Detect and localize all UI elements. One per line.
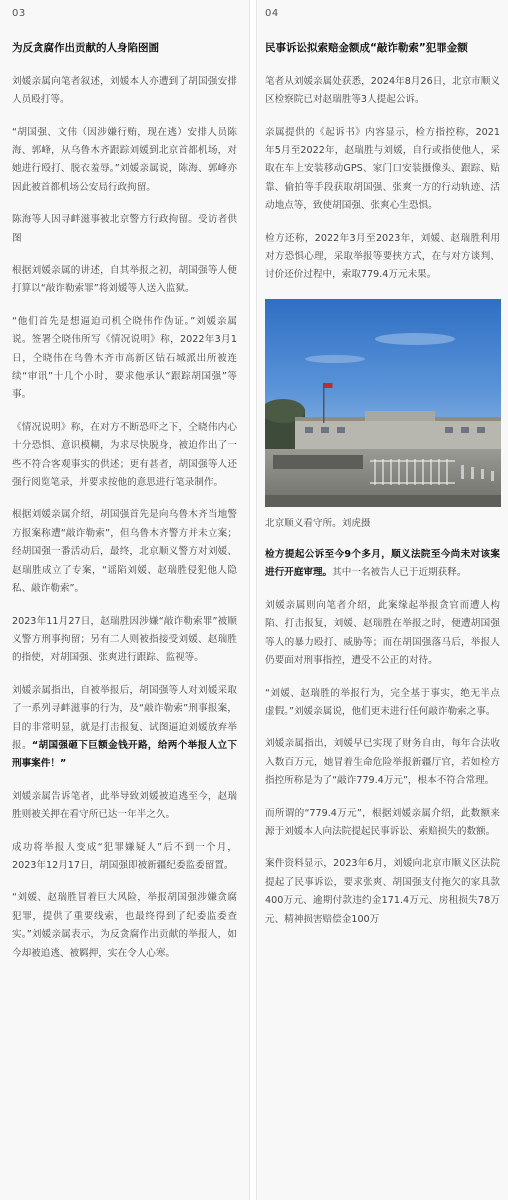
paragraph: 刘媛亲属告诉笔者，此举导致刘媛被追逃至今，赵瑞胜则被关押在看守所已达一年半之久。 xyxy=(12,790,237,821)
paragraph-text: 刘媛亲属指出，自被举报后，胡国强等人对刘媛采取了一系列寻衅滋事的行为，及“敲诈勒索”刑事报案，目的非常明显，就是打击报复、试图逼迫刘媛放弃举报。 xyxy=(12,684,237,751)
paragraph: 成功将举报人变成“犯罪嫌疑人”后不到一个月，2023年12月17日，胡国强即被新疆纪委监委留置。 xyxy=(12,841,237,871)
paragraph: “刘媛、赵瑞胜的举报行为，完全基于事实，绝无半点虚假。”刘媛亲属说，他们更未进行任何敲诈勒索之事。 xyxy=(265,687,500,717)
paragraph: “刘媛、赵瑞胜冒着巨大风险，举报胡国强涉嫌贪腐犯罪，提供了重要线索，也最终得到了纪委监委查实。”刘媛亲属表示，为反贪腐作出贡献的举报人，如今却被追逃、被羁押，实在令人心寒。 xyxy=(12,892,237,959)
paragraph: 笔者从刘媛亲属处获悉，2024年8月26日，北京市顺义区检察院已对赵瑞胜等3人提起公诉。 xyxy=(265,75,500,106)
section-title: 民事诉讼拟索赔金额成“敲诈勒索”犯罪金额 xyxy=(265,42,468,54)
section-number: 03 xyxy=(12,8,26,19)
paragraph: 案件资料显示，2023年6月，刘媛向北京市顺义区法院提起了民事诉讼，要求张爽、胡国强支付拖欠的家具款400万元、逾期付款违约金171.4万元、房租损失78万元、精神损害赔偿金100万 xyxy=(265,858,500,925)
paragraph: 2023年11月27日，赵瑞胜因涉嫌“敲诈勒索罪”被顺义警方刑事拘留；另有二人则被指接受刘媛、赵瑞胜的指使，对胡国强、张爽进行跟踪、监视等。 xyxy=(12,615,237,664)
paragraph: 《情况说明》称，在对方不断恐吓之下，仝晓伟内心十分恐惧、意识模糊，为求尽快脱身，被迫作出了一些不符合客观事实的供述；更有甚者，胡国强等人还强行阅览笔录，并要求按他的意思进行笔录制作。 xyxy=(12,421,237,489)
paragraph: “他们首先是想逼迫司机仝晓伟作伪证。”刘媛亲属说。签署仝晓伟所写《情况说明》称，2022年3月1日，仝晓伟在乌鲁木齐市高新区钻石城派出所被连续“审讯”十几个小时，要求他承认“跟踪胡国强”等事。 xyxy=(12,315,237,401)
paragraph: 根据刘媛亲属的讲述，自其举报之初，胡国强等人便打算以“敲诈勒索罪”将刘媛等人送入监狱。 xyxy=(12,265,237,295)
image-caption-paragraph: 陈海等人因寻衅滋事被北京警方行政拘留。受访者供图 xyxy=(12,214,237,244)
paragraph xyxy=(12,682,237,774)
section-title: 为反贪腐作出贡献的人身陷囹圄 xyxy=(12,42,159,54)
paragraph: 而所谓的“779.4万元”，根据刘媛亲属介绍，此数额来源于刘媛本人向法院提起民事诉讼、索赔损失的数额。 xyxy=(265,807,500,837)
detention-center-photo xyxy=(265,299,501,507)
photo-caption: 北京顺义看守所。刘虎摄 xyxy=(265,517,371,529)
left-column xyxy=(0,0,250,1200)
paragraph-bold-quote: “胡国强砸下巨额金钱开路，给两个举报人立下刑事案件！” xyxy=(12,739,238,770)
paragraph-text: 其中一名被告人已于近期获释。 xyxy=(332,567,467,579)
paragraph: 刘媛亲属向笔者叙述，刘媛本人亦遭到了胡国强安排人员殴打等。 xyxy=(12,75,237,106)
paragraph: “胡国强、文伟（因涉嫌行贿，现在逃）安排人员陈海、郭峰，从乌鲁木齐跟踪刘媛到北京首都机场，对她进行殴打、脱衣羞辱。”刘媛亲属说，陈海、郭峰亦因此被首都机场公安局行政拘留。 xyxy=(12,126,237,193)
detention-center-image xyxy=(265,299,501,507)
paragraph: 检方还称，2022年3月至2023年，刘媛、赵瑞胜利用对方恐惧心理，采取举报等要挟方式，在与对方谈判、讨价还价过程中，索取779.4万元未果。 xyxy=(265,232,500,281)
right-column xyxy=(256,0,508,1200)
paragraph: 刘媛亲属指出，刘媛早已实现了财务自由，每年合法收入数百万元，她冒着生命危险举报新疆厅官，若如检方指控所称是为了“敲诈779.4万元”，根本不符合常理。 xyxy=(265,738,500,787)
paragraph-bold-lead: 检方提起公诉至今9个多月，顺义法院至今尚未对该案进行开庭审理。 xyxy=(265,549,500,579)
paragraph xyxy=(265,546,500,583)
paragraph: 刘媛亲属则向笔者介绍，此案缘起举报贪官而遭人构陷、打击报复，刘媛、赵瑞胜在举报之时，便遭胡国强等人的暴力殴打、威胁等；而在胡国强落马后，举报人仍要面对刑事指控，遭受不公正的对待。 xyxy=(265,599,500,667)
paragraph: 亲属提供的《起诉书》内容显示，检方指控称，2021年5月至2022年，赵瑞胜与刘媛，自行或指使他人，采取在车上安装移动GPS、家门口安装摄像头、跟踪、贴靠、偷拍等手段获取胡国强、张爽一方的行动轨迹、活动地点等，致使胡国强、张爽心生恐惧。 xyxy=(265,126,500,212)
section-number: 04 xyxy=(265,8,279,19)
paragraph: 根据刘媛亲属介绍，胡国强首先是向乌鲁木齐当地警方报案称遭“敲诈勒索”，但乌鲁木齐警方并未立案；经胡国强一番活动后，最终，北京顺义警方对刘媛、赵瑞胜成立了专案，“谣陷刘媛、赵瑞胜侵犯他人隐私、敲诈勒索”。 xyxy=(12,509,237,595)
